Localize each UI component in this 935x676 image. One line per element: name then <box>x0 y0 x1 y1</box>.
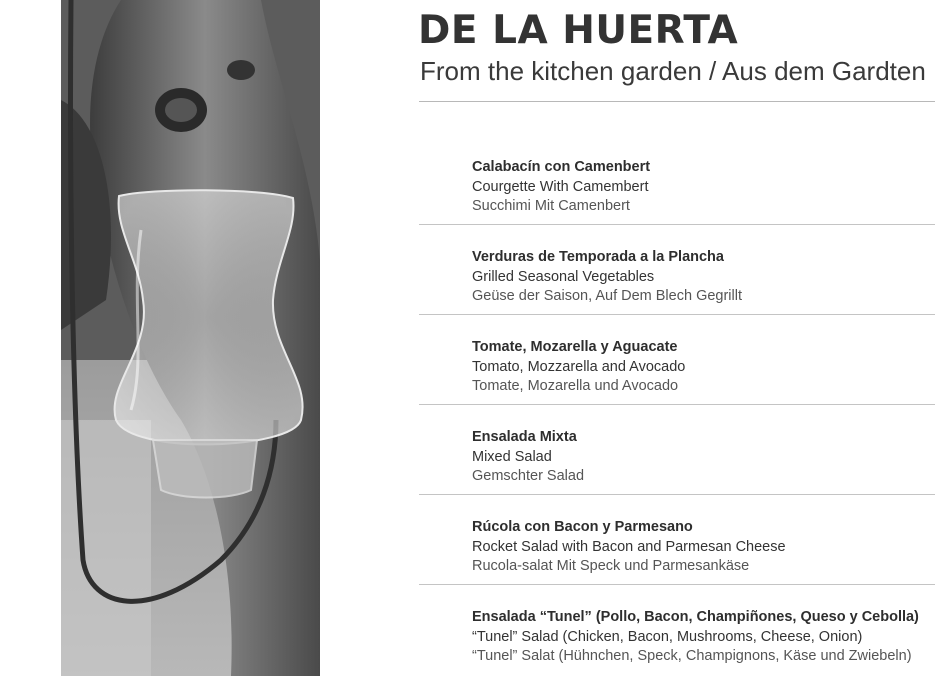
dish-name-german: Rucola-salat Mit Speck und Parmesankäse <box>472 558 750 574</box>
menu-item <box>419 315 935 405</box>
dish-name-german: Gemschter Salad <box>472 468 585 484</box>
page-subtitle: From the kitchen garden / Aus dem Gardten <box>420 56 926 86</box>
page-title: DE LA HUERTA <box>418 8 739 53</box>
dish-name-spanish: Ensalada Mixta <box>472 429 577 445</box>
lantern-photo <box>61 0 320 676</box>
dish-name-english: Tomato, Mozzarella and Avocado <box>472 358 686 375</box>
dish-name-german: Succhimi Mit Camenbert <box>472 198 630 214</box>
menu-item <box>419 585 935 675</box>
menu-item <box>419 405 935 495</box>
dish-name-spanish: Calabacín con Camenbert <box>472 159 651 175</box>
dish-name-english: Courgette With Camembert <box>472 178 649 195</box>
menu-item <box>419 495 935 585</box>
dish-name-english: Rocket Salad with Bacon and Parmesan Cheese <box>472 538 786 555</box>
menu-item <box>419 225 935 315</box>
dish-name-german: “Tunel” Salat (Hühnchen, Speck, Champignons, Käse und Zwiebeln) <box>472 648 912 664</box>
dish-name-english: Mixed Salad <box>472 448 552 465</box>
dish-name-german: Geüse der Saison, Auf Dem Blech Gegrillt <box>472 288 742 304</box>
dish-name-spanish: Ensalada “Tunel” (Pollo, Bacon, Champiñones, Queso y Cebolla) <box>472 609 919 625</box>
dish-name-spanish: Rúcola con Bacon y Parmesano <box>472 519 693 535</box>
dish-name-spanish: Verduras de Temporada a la Plancha <box>472 249 724 265</box>
menu-item <box>419 102 935 225</box>
menu-list <box>419 102 935 675</box>
dish-name-english: “Tunel” Salad (Chicken, Bacon, Mushrooms, Cheese, Onion) <box>472 628 863 645</box>
dish-name-spanish: Tomate, Mozarella y Aguacate <box>472 339 678 355</box>
dish-name-german: Tomate, Mozarella und Avocado <box>472 378 679 394</box>
dish-name-english: Grilled Seasonal Vegetables <box>472 268 655 285</box>
